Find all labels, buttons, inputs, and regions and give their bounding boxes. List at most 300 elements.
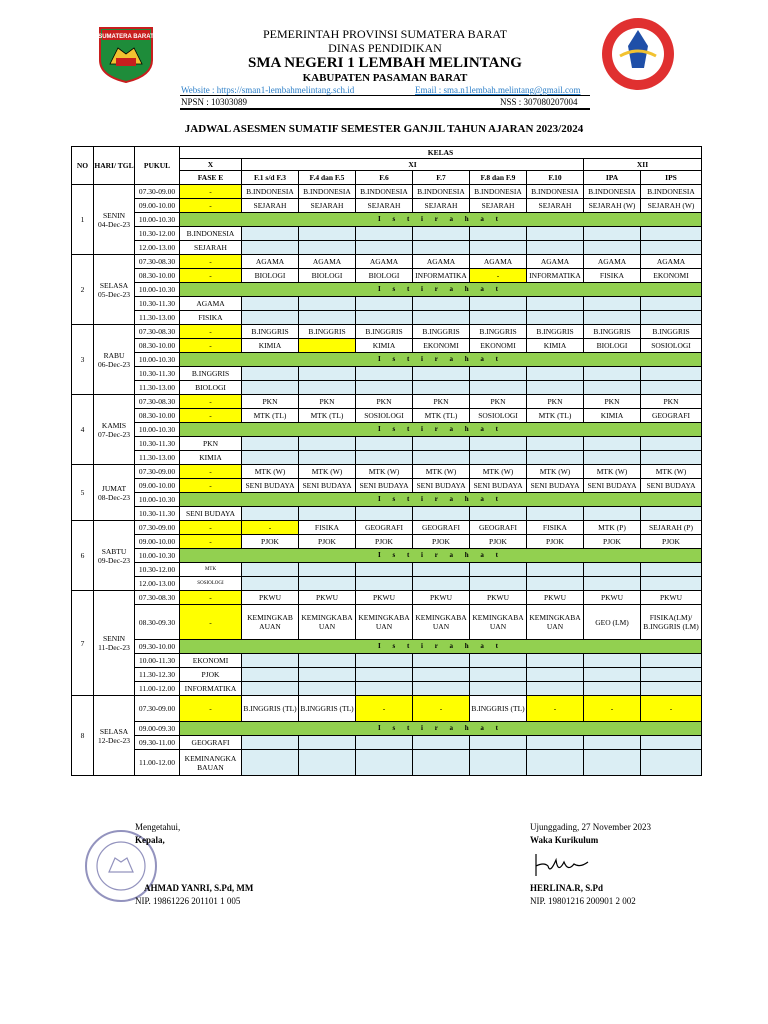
website-link[interactable]: Website : https://sman1-lembahmelintang.sch.id <box>181 85 355 95</box>
class-header: F.6 <box>356 171 413 185</box>
subject-cell: KEMINGKAB AUAN <box>242 605 299 640</box>
day-number: 1 <box>72 185 94 255</box>
time-slot: 10.00-11.30 <box>135 654 180 668</box>
subject-cell: BIOLOGI <box>299 269 356 283</box>
subject-cell: B.INDONESIA <box>180 227 242 241</box>
time-slot: 07.30-09.00 <box>135 185 180 199</box>
subject-cell <box>641 437 702 451</box>
subject-cell: PKWU <box>413 591 470 605</box>
subject-cell <box>527 297 584 311</box>
subject-cell: SENI BUDAYA <box>242 479 299 493</box>
day-date: 06-Dec-23 <box>97 359 131 369</box>
subject-cell <box>299 339 356 353</box>
subject-cell <box>527 381 584 395</box>
subject-cell <box>641 241 702 255</box>
subject-cell: KIMIA <box>527 339 584 353</box>
subject-cell: FISIKA(LM)/ B.INGGRIS (LM) <box>641 605 702 640</box>
subject-cell <box>242 311 299 325</box>
time-slot: 07.30-09.00 <box>135 696 180 722</box>
day-date: 08-Dec-23 <box>97 492 131 502</box>
subject-cell <box>356 682 413 696</box>
subject-cell <box>641 736 702 750</box>
subject-cell <box>527 437 584 451</box>
subject-cell: B.INDONESIA <box>299 185 356 199</box>
subject-cell <box>641 381 702 395</box>
subject-cell <box>242 367 299 381</box>
subject-cell <box>527 736 584 750</box>
subject-cell: AGAMA <box>242 255 299 269</box>
subject-cell: B.INGGRIS (TL) <box>470 696 527 722</box>
npsn-text: NPSN : 10303089 <box>181 97 248 107</box>
table-row <box>72 185 702 199</box>
subject-cell: PKWU <box>641 591 702 605</box>
subject-cell <box>299 577 356 591</box>
break-row: I s t i r a h a t <box>180 423 702 437</box>
day-name: KAMIS <box>101 420 127 430</box>
subject-cell: SOSIOLOGI <box>180 577 242 591</box>
subject-cell: - <box>180 465 242 479</box>
subject-cell: MTK (W) <box>527 465 584 479</box>
table-row <box>72 521 702 535</box>
subject-cell <box>584 227 641 241</box>
subject-cell: GEOGRAFI <box>413 521 470 535</box>
subject-cell <box>584 577 641 591</box>
subject-cell: - <box>180 325 242 339</box>
grade-xii-header: XII <box>584 159 702 171</box>
subject-cell: EKONOMI <box>470 339 527 353</box>
table-row <box>72 577 702 591</box>
day-cell <box>94 465 135 521</box>
subject-cell: B.INGGRIS <box>470 325 527 339</box>
table-row <box>72 269 702 283</box>
subject-cell: PJOK <box>242 535 299 549</box>
subject-cell: PJOK <box>641 535 702 549</box>
subject-cell <box>356 668 413 682</box>
subject-cell <box>470 437 527 451</box>
subject-cell: MTK (TL) <box>413 409 470 423</box>
day-number: 8 <box>72 696 94 776</box>
subject-cell <box>470 736 527 750</box>
subject-cell: - <box>180 521 242 535</box>
subject-cell <box>470 227 527 241</box>
subject-cell <box>641 367 702 381</box>
header-office: DINAS PENDIDIKAN <box>328 41 442 55</box>
subject-cell <box>242 297 299 311</box>
table-row <box>72 213 702 227</box>
subject-cell <box>470 654 527 668</box>
col-day-header: HARI/ TGL <box>94 147 135 185</box>
subject-cell <box>299 381 356 395</box>
subject-cell: - <box>180 339 242 353</box>
table-row <box>72 682 702 696</box>
time-slot: 10.30-12.00 <box>135 563 180 577</box>
subject-cell <box>299 654 356 668</box>
schedule-table <box>71 146 702 776</box>
subject-cell <box>299 367 356 381</box>
subject-cell: INFORMATIKA <box>527 269 584 283</box>
subject-cell: MTK (W) <box>641 465 702 479</box>
subject-cell: SENI BUDAYA <box>470 479 527 493</box>
subject-cell: EKONOMI <box>641 269 702 283</box>
subject-cell: PKWU <box>356 591 413 605</box>
subject-cell: GEOGRAFI <box>470 521 527 535</box>
subject-cell: B.INGGRIS <box>242 325 299 339</box>
subject-cell: - <box>356 696 413 722</box>
subject-cell <box>242 227 299 241</box>
time-slot: 09.00-10.00 <box>135 535 180 549</box>
subject-cell: AGAMA <box>299 255 356 269</box>
subject-cell: MTK (W) <box>413 465 470 479</box>
subject-cell: SEJARAH <box>527 199 584 213</box>
time-slot: 09.00-09.30 <box>135 722 180 736</box>
subject-cell <box>527 367 584 381</box>
table-row <box>72 227 702 241</box>
subject-cell: BIOLOGI <box>584 339 641 353</box>
header-divider <box>180 95 590 96</box>
subject-cell: B.INGGRIS <box>180 367 242 381</box>
table-row <box>72 465 702 479</box>
break-row: I s t i r a h a t <box>180 283 702 297</box>
class-header: IPA <box>584 171 641 185</box>
time-slot: 09.30-11.00 <box>135 736 180 750</box>
subject-cell: B.INDONESIA <box>356 185 413 199</box>
subject-cell <box>356 241 413 255</box>
subject-cell: B.INDONESIA <box>242 185 299 199</box>
table-row <box>72 241 702 255</box>
day-cell <box>94 521 135 591</box>
subject-cell: B.INDONESIA <box>527 185 584 199</box>
subject-cell: PKWU <box>242 591 299 605</box>
subject-cell <box>527 682 584 696</box>
subject-cell <box>584 750 641 776</box>
subject-cell: B.INGGRIS <box>356 325 413 339</box>
subject-cell <box>356 367 413 381</box>
subject-cell <box>527 668 584 682</box>
table-row <box>72 325 702 339</box>
subject-cell <box>299 451 356 465</box>
break-row: I s t i r a h a t <box>180 640 702 654</box>
subject-cell: AGAMA <box>641 255 702 269</box>
subject-cell <box>413 367 470 381</box>
header-bottom-rule <box>180 108 590 110</box>
time-slot: 12.00-13.00 <box>135 241 180 255</box>
subject-cell: PKN <box>242 395 299 409</box>
subject-cell <box>641 577 702 591</box>
subject-cell: BIOLOGI <box>180 381 242 395</box>
subject-cell: SOSIOLOGI <box>470 409 527 423</box>
subject-cell: SENI BUDAYA <box>641 479 702 493</box>
subject-cell <box>527 577 584 591</box>
subject-cell <box>584 507 641 521</box>
table-row <box>72 437 702 451</box>
curriculum-vp-nip: NIP. 19801216 200901 2 002 <box>530 896 636 906</box>
subject-cell: - <box>180 696 242 722</box>
subject-cell: B.INGGRIS <box>413 325 470 339</box>
subject-cell <box>242 736 299 750</box>
day-name: RABU <box>103 350 125 360</box>
subject-cell: SEJARAH <box>413 199 470 213</box>
time-slot: 10.30-11.30 <box>135 507 180 521</box>
subject-cell: AGAMA <box>527 255 584 269</box>
subject-cell <box>584 654 641 668</box>
table-row <box>72 507 702 521</box>
principal-name: AHMAD YANRI, S.Pd, MM <box>144 883 254 893</box>
subject-cell: BIOLOGI <box>356 269 413 283</box>
subject-cell: KEMINANGKA BAUAN <box>180 750 242 776</box>
signing-place-date: Ujunggading, 27 November 2023 <box>530 822 651 832</box>
subject-cell: PKN <box>641 395 702 409</box>
class-header: F.10 <box>527 171 584 185</box>
subject-cell: PKWU <box>470 591 527 605</box>
subject-cell: GEOGRAFI <box>641 409 702 423</box>
subject-cell <box>527 654 584 668</box>
subject-cell <box>641 311 702 325</box>
subject-cell <box>413 227 470 241</box>
subject-cell: - <box>180 409 242 423</box>
table-row <box>72 722 702 736</box>
subject-cell <box>641 654 702 668</box>
subject-cell: AGAMA <box>180 297 242 311</box>
day-cell <box>94 255 135 325</box>
subject-cell: B.INGGRIS (TL) <box>299 696 356 722</box>
time-slot: 10.00-10.30 <box>135 423 180 437</box>
subject-cell: FISIKA <box>180 311 242 325</box>
subject-cell: EKONOMI <box>180 654 242 668</box>
subject-cell: KEMINGKABA UAN <box>527 605 584 640</box>
subject-cell: B.INGGRIS (TL) <box>242 696 299 722</box>
day-name: SENIN <box>102 210 126 220</box>
subject-cell: - <box>527 696 584 722</box>
subject-cell: KIMIA <box>180 451 242 465</box>
subject-cell <box>356 750 413 776</box>
subject-cell <box>584 381 641 395</box>
subject-cell <box>470 297 527 311</box>
subject-cell <box>413 682 470 696</box>
day-name: SABTU <box>101 546 127 556</box>
subject-cell: - <box>413 696 470 722</box>
class-header: F.8 dan F.9 <box>470 171 527 185</box>
subject-cell <box>641 227 702 241</box>
subject-cell: PJOK <box>356 535 413 549</box>
subject-cell: KIMIA <box>242 339 299 353</box>
subject-cell: SEJARAH <box>299 199 356 213</box>
day-number: 5 <box>72 465 94 521</box>
subject-cell <box>584 736 641 750</box>
subject-cell: SENI BUDAYA <box>527 479 584 493</box>
subject-cell: AGAMA <box>470 255 527 269</box>
table-row <box>72 591 702 605</box>
subject-cell: BIOLOGI <box>242 269 299 283</box>
subject-cell <box>356 563 413 577</box>
table-row <box>72 563 702 577</box>
svg-text:SUMATERA BARAT: SUMATERA BARAT <box>98 34 154 40</box>
subject-cell: PKWU <box>527 591 584 605</box>
day-cell <box>94 591 135 696</box>
table-row <box>72 297 702 311</box>
subject-cell <box>527 750 584 776</box>
subject-cell: SENI BUDAYA <box>413 479 470 493</box>
subject-cell <box>470 367 527 381</box>
day-number: 4 <box>72 395 94 465</box>
day-date: 11-Dec-23 <box>98 643 130 652</box>
subject-cell <box>641 297 702 311</box>
schedule-body <box>72 185 702 776</box>
subject-cell: SEJARAH <box>470 199 527 213</box>
table-row <box>72 409 702 423</box>
col-no-header: NO <box>72 147 94 185</box>
subject-cell <box>242 507 299 521</box>
email-link[interactable]: Email : sma.n1lembah.melintang@gmail.com <box>415 85 581 95</box>
subject-cell: - <box>470 269 527 283</box>
subject-cell <box>527 507 584 521</box>
subject-cell: B.INDONESIA <box>413 185 470 199</box>
subject-cell: AGAMA <box>413 255 470 269</box>
subject-cell: KEMINGKABA UAN <box>356 605 413 640</box>
subject-cell <box>242 682 299 696</box>
subject-cell: - <box>180 605 242 640</box>
subject-cell <box>470 668 527 682</box>
class-header: FASE E <box>180 171 242 185</box>
subject-cell: SOSIOLOGI <box>356 409 413 423</box>
subject-cell <box>356 451 413 465</box>
time-slot: 08.30-09.30 <box>135 605 180 640</box>
time-slot: 10.00-10.30 <box>135 493 180 507</box>
subject-cell <box>356 381 413 395</box>
table-row <box>72 339 702 353</box>
subject-cell: MTK (TL) <box>299 409 356 423</box>
time-slot: 09.30-10.00 <box>135 640 180 654</box>
subject-cell <box>299 682 356 696</box>
school-emblem-icon <box>600 16 676 92</box>
subject-cell: GEO (LM) <box>584 605 641 640</box>
time-slot: 10.30-12.00 <box>135 227 180 241</box>
subject-cell: MTK (W) <box>242 465 299 479</box>
subject-cell <box>242 668 299 682</box>
day-cell <box>94 696 135 776</box>
header-regency: KABUPATEN PASAMAN BARAT <box>302 72 468 84</box>
subject-cell <box>299 563 356 577</box>
table-row <box>72 605 702 640</box>
subject-cell: EKONOMI <box>413 339 470 353</box>
table-row <box>72 367 702 381</box>
subject-cell <box>356 437 413 451</box>
table-row <box>72 654 702 668</box>
day-date: 09-Dec-23 <box>97 555 131 565</box>
table-row <box>72 668 702 682</box>
subject-cell <box>242 563 299 577</box>
col-class-header: KELAS <box>180 147 702 159</box>
subject-cell <box>641 451 702 465</box>
subject-cell <box>470 750 527 776</box>
subject-cell <box>299 241 356 255</box>
table-row <box>72 353 702 367</box>
time-slot: 11.30-13.00 <box>135 451 180 465</box>
day-number: 3 <box>72 325 94 395</box>
subject-cell: B.INGGRIS <box>527 325 584 339</box>
subject-cell: - <box>180 395 242 409</box>
subject-cell <box>413 577 470 591</box>
table-row <box>72 493 702 507</box>
day-cell <box>94 185 135 255</box>
subject-cell: KIMIA <box>584 409 641 423</box>
time-slot: 09.00-10.00 <box>135 199 180 213</box>
subject-cell <box>356 227 413 241</box>
subject-cell <box>413 451 470 465</box>
subject-cell: PKN <box>584 395 641 409</box>
time-slot: 10.00-10.30 <box>135 549 180 563</box>
subject-cell: - <box>242 521 299 535</box>
subject-cell <box>413 381 470 395</box>
time-slot: 12.00-13.00 <box>135 577 180 591</box>
class-header: IPS <box>641 171 702 185</box>
subject-cell <box>584 311 641 325</box>
subject-cell: - <box>584 696 641 722</box>
subject-cell <box>584 297 641 311</box>
principal-title: Kepala, <box>135 835 165 845</box>
subject-cell <box>299 507 356 521</box>
subject-cell <box>299 668 356 682</box>
subject-cell <box>413 750 470 776</box>
subject-cell <box>584 668 641 682</box>
subject-cell: MTK (P) <box>584 521 641 535</box>
subject-cell <box>242 241 299 255</box>
time-slot: 10.00-10.30 <box>135 213 180 227</box>
subject-cell: PKWU <box>584 591 641 605</box>
table-row <box>72 283 702 297</box>
time-slot: 08.30-10.00 <box>135 339 180 353</box>
subject-cell: KEMINGKABA UAN <box>299 605 356 640</box>
col-time-header: PUKUL <box>135 147 180 185</box>
day-cell <box>94 325 135 395</box>
acknowledged-label: Mengetahui, <box>135 822 181 832</box>
subject-cell <box>299 227 356 241</box>
subject-cell: FISIKA <box>299 521 356 535</box>
subject-cell <box>584 682 641 696</box>
subject-cell <box>584 367 641 381</box>
day-name: SELASA <box>99 726 129 736</box>
time-slot: 10.00-10.30 <box>135 283 180 297</box>
table-row <box>72 199 702 213</box>
subject-cell <box>470 682 527 696</box>
time-slot: 07.30-08.30 <box>135 591 180 605</box>
time-slot: 11.30-13.00 <box>135 311 180 325</box>
subject-cell <box>470 507 527 521</box>
signature-icon <box>530 848 600 882</box>
subject-cell: SENI BUDAYA <box>180 507 242 521</box>
subject-cell: SEJARAH <box>180 241 242 255</box>
subject-cell <box>356 654 413 668</box>
subject-cell <box>413 563 470 577</box>
time-slot: 07.30-08.30 <box>135 395 180 409</box>
subject-cell: MTK (W) <box>299 465 356 479</box>
subject-cell: FISIKA <box>584 269 641 283</box>
subject-cell: GEOGRAFI <box>356 521 413 535</box>
subject-cell: MTK (TL) <box>527 409 584 423</box>
subject-cell <box>584 563 641 577</box>
header-school-name: SMA NEGERI 1 LEMBAH MELINTANG <box>248 55 522 71</box>
subject-cell <box>527 451 584 465</box>
subject-cell <box>356 577 413 591</box>
subject-cell: MTK <box>180 563 242 577</box>
subject-cell <box>242 750 299 776</box>
time-slot: 07.30-09.00 <box>135 521 180 535</box>
break-row: I s t i r a h a t <box>180 353 702 367</box>
subject-cell: - <box>641 696 702 722</box>
subject-cell <box>299 736 356 750</box>
time-slot: 10.30-11.30 <box>135 437 180 451</box>
subject-cell <box>470 381 527 395</box>
principal-nip: NIP. 19861226 201101 1 005 <box>135 896 241 906</box>
